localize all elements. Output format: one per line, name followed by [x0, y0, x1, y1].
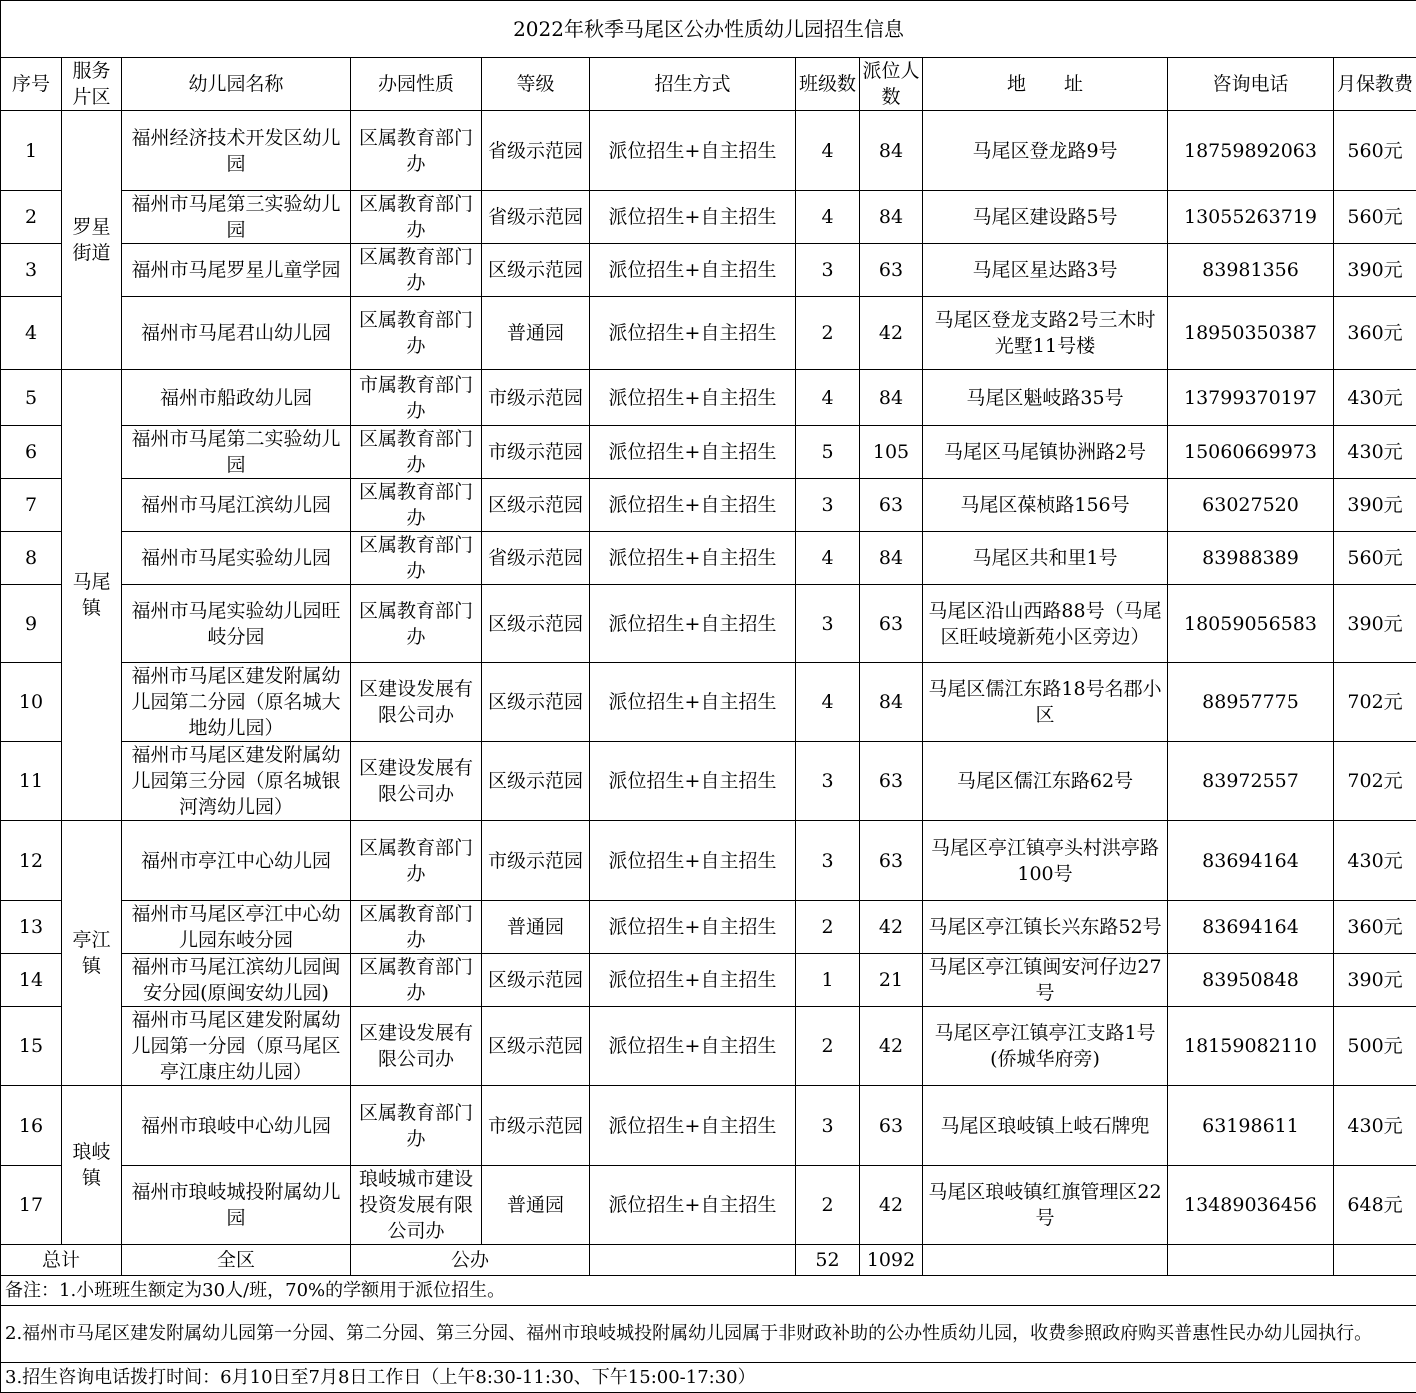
monthly-fee: 560元: [1334, 111, 1416, 191]
table-row: [1, 1007, 1416, 1086]
address: 马尾区儒江东路18号名郡小区: [923, 663, 1168, 742]
class-count: 1: [796, 954, 860, 1007]
table-row: [1, 954, 1416, 1007]
total-classes: 52: [796, 1245, 860, 1276]
phone-number: 83694164: [1168, 901, 1334, 954]
total-address: [923, 1245, 1168, 1276]
enrollment-method: 派位招生+自主招生: [590, 191, 796, 244]
note-2: 2.福州市马尾区建发附属幼儿园第一分园、第二分园、第三分园、福州市琅岐城投附属幼儿园属于非财政补助的公办性质幼儿园，收费参照政府购买普惠性民办幼儿园执行。: [1, 1306, 1416, 1363]
monthly-fee: 500元: [1334, 1007, 1416, 1086]
monthly-fee: 390元: [1334, 585, 1416, 663]
header-cell: 幼儿园名称: [122, 58, 351, 111]
monthly-fee: 390元: [1334, 244, 1416, 297]
total-fee: [1334, 1245, 1416, 1276]
enrollment-method: 派位招生+自主招生: [590, 821, 796, 901]
table-row: [1, 370, 1416, 426]
kindergarten-nature: 市属教育部门办: [351, 370, 482, 426]
quota-count: 63: [860, 1086, 923, 1166]
table-row: [1, 663, 1416, 742]
quota-count: 42: [860, 901, 923, 954]
phone-number: 83950848: [1168, 954, 1334, 1007]
kindergarten-nature: 琅岐城市建设投资发展有限公司办: [351, 1166, 482, 1245]
kindergarten-name: 福州市马尾江滨幼儿园闽安分园(原闽安幼儿园): [122, 954, 351, 1007]
row-number: 15: [1, 1007, 62, 1086]
address: 马尾区建设路5号: [923, 191, 1168, 244]
class-count: 4: [796, 663, 860, 742]
table-title: 2022年秋季马尾区公办性质幼儿园招生信息: [1, 1, 1416, 58]
quota-count: 63: [860, 479, 923, 532]
enrollment-method: 派位招生+自主招生: [590, 1166, 796, 1245]
address: 马尾区琅岐镇红旗管理区22号: [923, 1166, 1168, 1245]
quota-count: 84: [860, 370, 923, 426]
kindergarten-name: 福州市亭江中心幼儿园: [122, 821, 351, 901]
kindergarten-name: 福州市马尾实验幼儿园: [122, 532, 351, 585]
table-row: [1, 297, 1416, 370]
address: 马尾区星达路3号: [923, 244, 1168, 297]
phone-number: 83694164: [1168, 821, 1334, 901]
row-number: 2: [1, 191, 62, 244]
kindergarten-nature: 区属教育部门办: [351, 111, 482, 191]
kindergarten-level: 区级示范园: [482, 479, 590, 532]
class-count: 5: [796, 426, 860, 479]
phone-number: 83981356: [1168, 244, 1334, 297]
kindergarten-level: 市级示范园: [482, 370, 590, 426]
class-count: 4: [796, 532, 860, 585]
table-row: [1, 479, 1416, 532]
total-row: [1, 1245, 1416, 1276]
row-number: 4: [1, 297, 62, 370]
kindergarten-level: 省级示范园: [482, 532, 590, 585]
class-count: 2: [796, 297, 860, 370]
table-row: [1, 1086, 1416, 1166]
row-number: 1: [1, 111, 62, 191]
table-row: [1, 821, 1416, 901]
kindergarten-level: 市级示范园: [482, 426, 590, 479]
monthly-fee: 430元: [1334, 370, 1416, 426]
class-count: 3: [796, 585, 860, 663]
quota-count: 63: [860, 585, 923, 663]
enrollment-method: 派位招生+自主招生: [590, 1086, 796, 1166]
class-count: 3: [796, 1086, 860, 1166]
enrollment-method: 派位招生+自主招生: [590, 426, 796, 479]
kindergarten-name: 福州市马尾实验幼儿园旺岐分园: [122, 585, 351, 663]
monthly-fee: 360元: [1334, 297, 1416, 370]
monthly-fee: 648元: [1334, 1166, 1416, 1245]
kindergarten-nature: 区建设发展有限公司办: [351, 742, 482, 821]
row-number: 12: [1, 821, 62, 901]
row-number: 9: [1, 585, 62, 663]
header-row: [1, 58, 1416, 111]
note-3: 3.招生咨询电话拨打时间：6月10日至7月8日工作日（上午8:30-11:30、下午15:00-17:30）: [1, 1363, 1416, 1393]
total-area: 全区: [122, 1245, 351, 1276]
kindergarten-nature: 区属教育部门办: [351, 1086, 482, 1166]
phone-number: 63198611: [1168, 1086, 1334, 1166]
enrollment-method: 派位招生+自主招生: [590, 370, 796, 426]
enrollment-method: 派位招生+自主招生: [590, 901, 796, 954]
kindergarten-nature: 区属教育部门办: [351, 191, 482, 244]
phone-number: 88957775: [1168, 663, 1334, 742]
table-row: [1, 111, 1416, 191]
address: 马尾区魁岐路35号: [923, 370, 1168, 426]
address: 马尾区亭江镇亭头村洪亭路100号: [923, 821, 1168, 901]
monthly-fee: 702元: [1334, 742, 1416, 821]
quota-count: 84: [860, 532, 923, 585]
enrollment-method: 派位招生+自主招生: [590, 742, 796, 821]
address: 马尾区琅岐镇上岐石牌兜: [923, 1086, 1168, 1166]
table-row: [1, 191, 1416, 244]
enrollment-method: 派位招生+自主招生: [590, 663, 796, 742]
row-number: 11: [1, 742, 62, 821]
phone-number: 83988389: [1168, 532, 1334, 585]
kindergarten-level: 省级示范园: [482, 111, 590, 191]
class-count: 4: [796, 370, 860, 426]
quota-count: 42: [860, 1166, 923, 1245]
kindergarten-nature: 区属教育部门办: [351, 479, 482, 532]
kindergarten-name: 福州市马尾君山幼儿园: [122, 297, 351, 370]
phone-number: 13799370197: [1168, 370, 1334, 426]
kindergarten-nature: 区属教育部门办: [351, 244, 482, 297]
kindergarten-level: 区级示范园: [482, 1007, 590, 1086]
quota-count: 42: [860, 297, 923, 370]
header-cell: 月保教费: [1334, 58, 1416, 111]
service-district: 亭江镇: [62, 821, 122, 1086]
address: 马尾区共和里1号: [923, 532, 1168, 585]
enrollment-method: 派位招生+自主招生: [590, 1007, 796, 1086]
kindergarten-nature: 区属教育部门办: [351, 426, 482, 479]
row-number: 7: [1, 479, 62, 532]
class-count: 4: [796, 111, 860, 191]
table-row: [1, 1166, 1416, 1245]
address: 马尾区亭江镇闽安河仔边27号: [923, 954, 1168, 1007]
kindergarten-name: 福州市马尾区建发附属幼儿园第一分园（原马尾区亭江康庄幼儿园）: [122, 1007, 351, 1086]
phone-number: 15060669973: [1168, 426, 1334, 479]
kindergarten-nature: 区属教育部门办: [351, 954, 482, 1007]
table-row: [1, 532, 1416, 585]
row-number: 3: [1, 244, 62, 297]
total-quota: 1092: [860, 1245, 923, 1276]
header-cell: 咨询电话: [1168, 58, 1334, 111]
class-count: 3: [796, 479, 860, 532]
kindergarten-name: 福州市琅岐城投附属幼儿园: [122, 1166, 351, 1245]
class-count: 2: [796, 1166, 860, 1245]
kindergarten-level: 区级示范园: [482, 244, 590, 297]
monthly-fee: 360元: [1334, 901, 1416, 954]
class-count: 2: [796, 1007, 860, 1086]
class-count: 3: [796, 742, 860, 821]
phone-number: 18950350387: [1168, 297, 1334, 370]
service-district: 马尾镇: [62, 370, 122, 821]
phone-number: 18059056583: [1168, 585, 1334, 663]
kindergarten-nature: 区属教育部门办: [351, 297, 482, 370]
kindergarten-name: 福州市船政幼儿园: [122, 370, 351, 426]
kindergarten-level: 区级示范园: [482, 585, 590, 663]
enrollment-method: 派位招生+自主招生: [590, 244, 796, 297]
quota-count: 84: [860, 191, 923, 244]
enrollment-method: 派位招生+自主招生: [590, 532, 796, 585]
row-number: 14: [1, 954, 62, 1007]
kindergarten-level: 普通园: [482, 297, 590, 370]
table-row: [1, 244, 1416, 297]
kindergarten-name: 福州市马尾罗星儿童学园: [122, 244, 351, 297]
kindergarten-nature: 区属教育部门办: [351, 821, 482, 901]
class-count: 4: [796, 191, 860, 244]
kindergarten-level: 区级示范园: [482, 742, 590, 821]
row-number: 6: [1, 426, 62, 479]
enrollment-method: 派位招生+自主招生: [590, 479, 796, 532]
address: 马尾区亭江镇长兴东路52号: [923, 901, 1168, 954]
quota-count: 42: [860, 1007, 923, 1086]
total-label: 总计: [1, 1245, 122, 1276]
monthly-fee: 430元: [1334, 821, 1416, 901]
row-number: 10: [1, 663, 62, 742]
row-number: 5: [1, 370, 62, 426]
enrollment-method: 派位招生+自主招生: [590, 111, 796, 191]
note-1: 备注：1.小班班生额定为30人/班，70%的学额用于派位招生。: [1, 1276, 1416, 1306]
enrollment-method: 派位招生+自主招生: [590, 297, 796, 370]
kindergarten-name: 福州市马尾区建发附属幼儿园第二分园（原名城大地幼儿园）: [122, 663, 351, 742]
row-number: 8: [1, 532, 62, 585]
row-number: 17: [1, 1166, 62, 1245]
address: 马尾区葆桢路156号: [923, 479, 1168, 532]
enrollment-method: 派位招生+自主招生: [590, 954, 796, 1007]
address: 马尾区沿山西路88号（马尾区旺岐境新苑小区旁边）: [923, 585, 1168, 663]
quota-count: 63: [860, 821, 923, 901]
quota-count: 84: [860, 111, 923, 191]
total-method: [590, 1245, 796, 1276]
table-row: [1, 901, 1416, 954]
kindergarten-name: 福州经济技术开发区幼儿园: [122, 111, 351, 191]
address: 马尾区登龙支路2号三木时光墅11号楼: [923, 297, 1168, 370]
kindergarten-name: 福州市马尾第三实验幼儿园: [122, 191, 351, 244]
table-row: [1, 742, 1416, 821]
header-cell: 派位人数: [860, 58, 923, 111]
row-number: 16: [1, 1086, 62, 1166]
kindergarten-name: 福州市马尾第二实验幼儿园: [122, 426, 351, 479]
header-cell: 服务片区: [62, 58, 122, 111]
address: 马尾区亭江镇亭江支路1号(侨城华府旁): [923, 1007, 1168, 1086]
header-cell: 班级数: [796, 58, 860, 111]
monthly-fee: 702元: [1334, 663, 1416, 742]
kindergarten-level: 区级示范园: [482, 954, 590, 1007]
kindergarten-name: 福州市琅岐中心幼儿园: [122, 1086, 351, 1166]
kindergarten-nature: 区属教育部门办: [351, 532, 482, 585]
kindergarten-nature: 区建设发展有限公司办: [351, 663, 482, 742]
header-cell: 办园性质: [351, 58, 482, 111]
service-district: 琅岐镇: [62, 1086, 122, 1245]
kindergarten-level: 市级示范园: [482, 1086, 590, 1166]
kindergarten-nature: 区建设发展有限公司办: [351, 1007, 482, 1086]
kindergarten-level: 市级示范园: [482, 821, 590, 901]
kindergarten-name: 福州市马尾区亭江中心幼儿园东岐分园: [122, 901, 351, 954]
monthly-fee: 390元: [1334, 954, 1416, 1007]
header-cell: 等级: [482, 58, 590, 111]
table-row: [1, 585, 1416, 663]
quota-count: 84: [860, 663, 923, 742]
phone-number: 18159082110: [1168, 1007, 1334, 1086]
class-count: 3: [796, 244, 860, 297]
quota-count: 63: [860, 742, 923, 821]
address: 马尾区马尾镇协洲路2号: [923, 426, 1168, 479]
address: 马尾区登龙路9号: [923, 111, 1168, 191]
quota-count: 105: [860, 426, 923, 479]
header-cell: 地 址: [923, 58, 1168, 111]
monthly-fee: 560元: [1334, 532, 1416, 585]
phone-number: 13489036456: [1168, 1166, 1334, 1245]
address: 马尾区儒江东路62号: [923, 742, 1168, 821]
enrollment-method: 派位招生+自主招生: [590, 585, 796, 663]
header-cell: 招生方式: [590, 58, 796, 111]
kindergarten-name: 福州市马尾区建发附属幼儿园第三分园（原名城银河湾幼儿园）: [122, 742, 351, 821]
kindergarten-level: 区级示范园: [482, 663, 590, 742]
monthly-fee: 390元: [1334, 479, 1416, 532]
kindergarten-level: 普通园: [482, 1166, 590, 1245]
monthly-fee: 560元: [1334, 191, 1416, 244]
quota-count: 63: [860, 244, 923, 297]
kindergarten-level: 普通园: [482, 901, 590, 954]
total-nature: 公办: [351, 1245, 590, 1276]
quota-count: 21: [860, 954, 923, 1007]
phone-number: 18759892063: [1168, 111, 1334, 191]
monthly-fee: 430元: [1334, 426, 1416, 479]
kindergarten-nature: 区属教育部门办: [351, 585, 482, 663]
kindergarten-name: 福州市马尾江滨幼儿园: [122, 479, 351, 532]
header-cell: 序号: [1, 58, 62, 111]
phone-number: 83972557: [1168, 742, 1334, 821]
monthly-fee: 430元: [1334, 1086, 1416, 1166]
class-count: 2: [796, 901, 860, 954]
service-district: 罗星街道: [62, 111, 122, 370]
phone-number: 13055263719: [1168, 191, 1334, 244]
class-count: 3: [796, 821, 860, 901]
table-row: [1, 426, 1416, 479]
kindergarten-level: 省级示范园: [482, 191, 590, 244]
kindergarten-nature: 区属教育部门办: [351, 901, 482, 954]
row-number: 13: [1, 901, 62, 954]
phone-number: 63027520: [1168, 479, 1334, 532]
total-phone: [1168, 1245, 1334, 1276]
